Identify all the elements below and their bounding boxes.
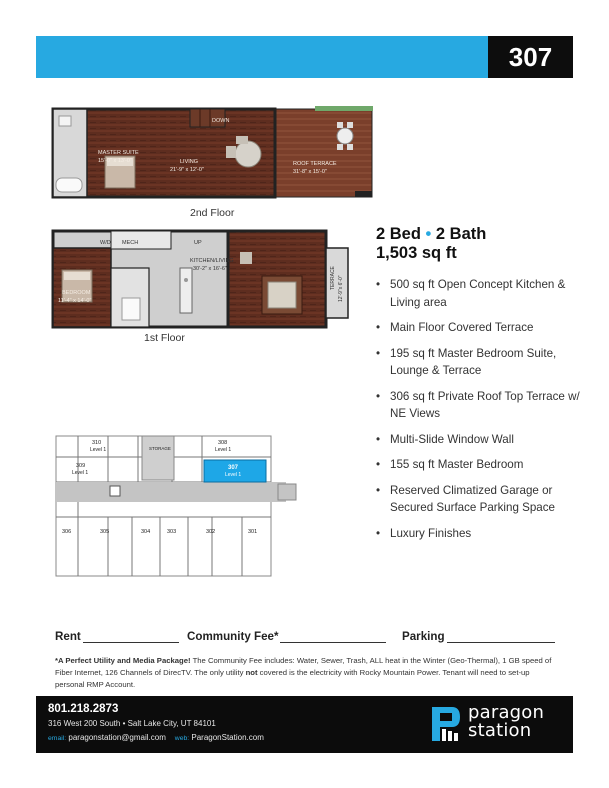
- second-floor-plan: [50, 106, 375, 206]
- site-unit-303: 303: [167, 529, 177, 535]
- label-kitchen-living: KITCHEN/LIVING: [190, 258, 234, 264]
- label-terrace: TERRACE: [330, 266, 336, 290]
- label-kitchen-living-dim: 30'-2" x 16'-6": [193, 266, 227, 272]
- rent-field[interactable]: [55, 630, 179, 643]
- unit-summary: [376, 225, 486, 263]
- site-unit-301: 301: [248, 529, 258, 535]
- feature-item: • 500 sq ft Open Concept Kitchen & Living area: [376, 276, 586, 311]
- parking-label: Parking: [402, 630, 445, 643]
- feature-item: • 155 sq ft Master Bedroom: [376, 456, 586, 474]
- label-terrace-dim: 12'-9"x 6'-0": [338, 275, 344, 302]
- site-unit-308: 308: [218, 440, 228, 446]
- site-unit-309: 309: [76, 463, 86, 469]
- footer-phone[interactable]: 801.218.2873: [48, 703, 119, 715]
- feature-item: • Reserved Climatized Garage or Secured Surface Parking Space: [376, 482, 586, 517]
- label-master-suite: MASTER SUITE: [98, 150, 139, 156]
- site-unit-306: 306: [62, 529, 72, 535]
- label-down: DOWN: [212, 118, 230, 124]
- email-label: email:: [48, 735, 67, 742]
- footer-email[interactable]: paragonstation@gmail.com: [68, 733, 166, 742]
- label-living: LIVING: [180, 159, 199, 165]
- site-unit-304: 304: [141, 529, 151, 535]
- web-label: web:: [174, 735, 190, 742]
- footer-address: 316 West 200 South • Salt Lake City, UT 84101: [48, 719, 216, 728]
- rent-label: Rent: [55, 630, 81, 643]
- first-floor-caption: 1st Floor: [144, 332, 185, 344]
- label-bedroom-dim: 11'-4" x 14'-0": [58, 298, 92, 304]
- community-fee-blank-line[interactable]: [280, 630, 386, 643]
- site-unit-309-level: Level 1: [72, 470, 89, 476]
- site-unit-308-level: Level 1: [215, 447, 232, 453]
- footnote-body: The Community Fee includes: Water, Sewer, Trash, ALL heat in the Winter (Geo-Thermal), 1 GB speed of Fiber Internet, 126 Channels of DirecTV. The only utility: [55, 656, 552, 677]
- parking-blank-line[interactable]: [447, 630, 555, 643]
- rent-blank-line[interactable]: [83, 630, 179, 643]
- logo-line-paragon: paragon: [468, 702, 545, 723]
- second-floor-caption: 2nd Floor: [190, 207, 235, 219]
- feature-list: [376, 276, 586, 550]
- label-roof-terrace: ROOF TERRACE: [293, 161, 337, 167]
- bath-count: 2 Bath: [435, 225, 487, 243]
- feature-item: • 195 sq ft Master Bedroom Suite, Lounge & Terrace: [376, 345, 586, 380]
- site-unit-310-level: Level 1: [90, 447, 107, 453]
- feature-item: • Multi-Slide Window Wall: [376, 431, 586, 449]
- logo-line-station: station: [468, 720, 532, 741]
- footer-contact: [48, 733, 264, 742]
- header-bar: [36, 36, 488, 78]
- site-unit-302: 302: [206, 529, 216, 535]
- site-unit-307-level: Level 1: [225, 472, 242, 478]
- unit-number: 307: [488, 36, 573, 78]
- label-roof-terrace-dim: 31'-8" x 15'-0": [293, 169, 327, 175]
- footnote-lead: *A Perfect Utility and Media Package!: [55, 656, 191, 665]
- site-storage: STORAGE: [149, 446, 171, 451]
- label-bedroom: BEDROOM: [62, 290, 91, 296]
- label-living-dim: 21'-9" x 12'-0": [170, 167, 204, 173]
- label-mech: MECH: [122, 240, 139, 246]
- feature-item: • Main Floor Covered Terrace: [376, 319, 586, 337]
- feature-item: • 306 sq ft Private Roof Top Terrace w/ NE Views: [376, 388, 586, 423]
- footer-website[interactable]: ParagonStation.com: [191, 733, 264, 742]
- site-unit-307: 307: [228, 465, 239, 471]
- site-unit-310: 310: [92, 440, 102, 446]
- first-floor-plan: [50, 228, 352, 330]
- feature-item: • Luxury Finishes: [376, 525, 586, 543]
- square-footage: 1,503 sq ft: [376, 244, 457, 262]
- footer-bar: [36, 696, 573, 753]
- site-unit-305: 305: [100, 529, 110, 535]
- separator-dot: •: [425, 225, 432, 243]
- fee-fill-row: [55, 630, 560, 648]
- label-master-suite-dim: 15'-0" x 13'-0": [98, 158, 132, 164]
- footnote-emphasis: not: [245, 668, 258, 677]
- paragon-logo-icon: [428, 705, 462, 743]
- label-up: UP: [194, 240, 202, 246]
- bed-count: 2 Bed: [376, 225, 421, 243]
- site-plan: [52, 432, 302, 584]
- community-fee-label: Community Fee*: [187, 630, 279, 643]
- parking-field[interactable]: [402, 630, 555, 643]
- utility-footnote: [55, 655, 560, 691]
- footnote-tail: covered is the electricity with Rocky Mountain Power. Tenant will need to set-up personal RMP Account.: [55, 668, 530, 689]
- community-fee-field[interactable]: [187, 630, 386, 643]
- paragon-station-logo: [468, 704, 544, 740]
- label-wd: W/D: [100, 240, 111, 246]
